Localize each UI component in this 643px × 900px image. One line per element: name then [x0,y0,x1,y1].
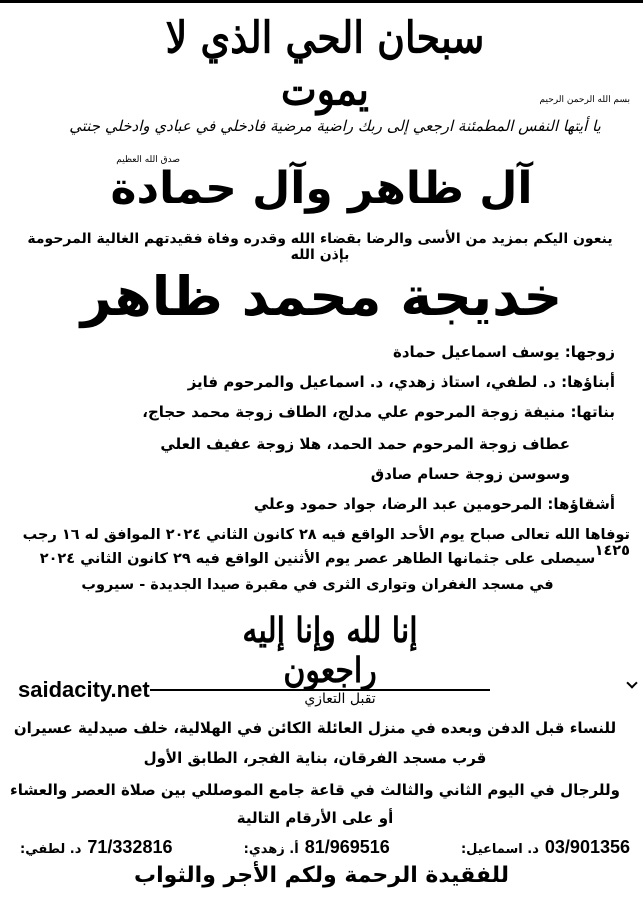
header-calligraphy: سبحان الحي الذي لا يموت [165,11,485,115]
daughters-line-3: وسوسن زوجة حسام صادق [370,465,570,483]
phone-lutfi [20,837,172,858]
sons-line: أبناؤها: د. لطفي، استاذ زهدي، د. اسماعيل والمرحوم فايز [187,373,615,391]
chevron-right-icon [626,677,637,688]
daughters-line-1: بناتها: منيفة زوجة المرحوم علي مدلج، الطاف زوجة محمد حجاج، [142,403,615,421]
daughters-line-2: عطاف زوجة المرحوم حمد الحمد، هلا زوجة عفيف العلي [160,435,570,453]
phone-number: 03/901356 [544,837,630,857]
phone-list [20,837,630,859]
phone-zuhdi [244,837,390,858]
intro-text: ينعون اليكم بمزيد من الأسى والرضا بقضاء الله وقدره وفاة فقيدتهم الغالية المرحومة بإذن الله [27,231,613,263]
inna-lillah-calligraphy: إنا لله وإنا إليه راجعون [242,610,418,692]
phone-label: د. اسماعيل: [460,842,539,857]
condolences-men-2: أو على الأرقام التالية [236,809,394,827]
phone-number: 81/969516 [304,837,390,857]
sadaqa-text: صدق الله العظيم [116,155,180,165]
quran-verse: يا أيتها النفس المطمئنة ارجعي إلى ربك راضية مرضية فادخلي في عبادي وادخلي جنتي [69,117,601,135]
phone-label: د. لطفي: [20,842,82,857]
death-info-line-2: سيصلى على جثمانها الطاهر عصر يوم الأثنين الواقع فيه ٢٩ كانون الثاني ٢٠٢٤ [39,551,596,567]
siblings-line: أشقاؤها: المرحومين عبد الرضا، جواد حمود وعلي [253,495,615,513]
death-info-line-3: في مسجد الغفران وتوارى الثرى في مقبرة صيدا الجديدة - سيروب [81,577,554,593]
closing-line: للفقيدة الرحمة ولكم الأجر والثواب [134,863,509,888]
family-title: آل ظاهر وآل حمادة [110,163,533,214]
phone-ismail [461,837,630,858]
condolences-women-2: قرب مسجد الفرقان، بناية الفجر، الطابق الأول [143,749,487,767]
husband-line: زوجها: يوسف اسماعيل حمادة [392,343,615,361]
condolences-heading: تقبل التعازي [304,691,376,707]
basmala-text: بسم الله الرحمن الرحيم [539,95,630,105]
phone-label: أ. زهدي: [243,842,299,857]
condolences-men-1: وللرجال في اليوم الثاني والثالث في قاعة جامع الموصللي بين صلاة العصر والعشاء [10,781,620,799]
deceased-name: خديجة محمد ظاهر [80,265,563,328]
death-info-line-1: توفاها الله تعالى صباح يوم الأحد الواقع فيه ٢٨ كانون الثاني ٢٠٢٤ الموافق له ١٦ رجب ١٤٢٥ [22,527,630,559]
condolences-women-1: للنساء قبل الدفن وبعده في منزل العائلة الكائن في الهلالية، خلف صيدلية عسيران [13,719,617,737]
phone-number: 71/332816 [87,837,173,857]
site-watermark: saidacity.net [18,677,150,702]
